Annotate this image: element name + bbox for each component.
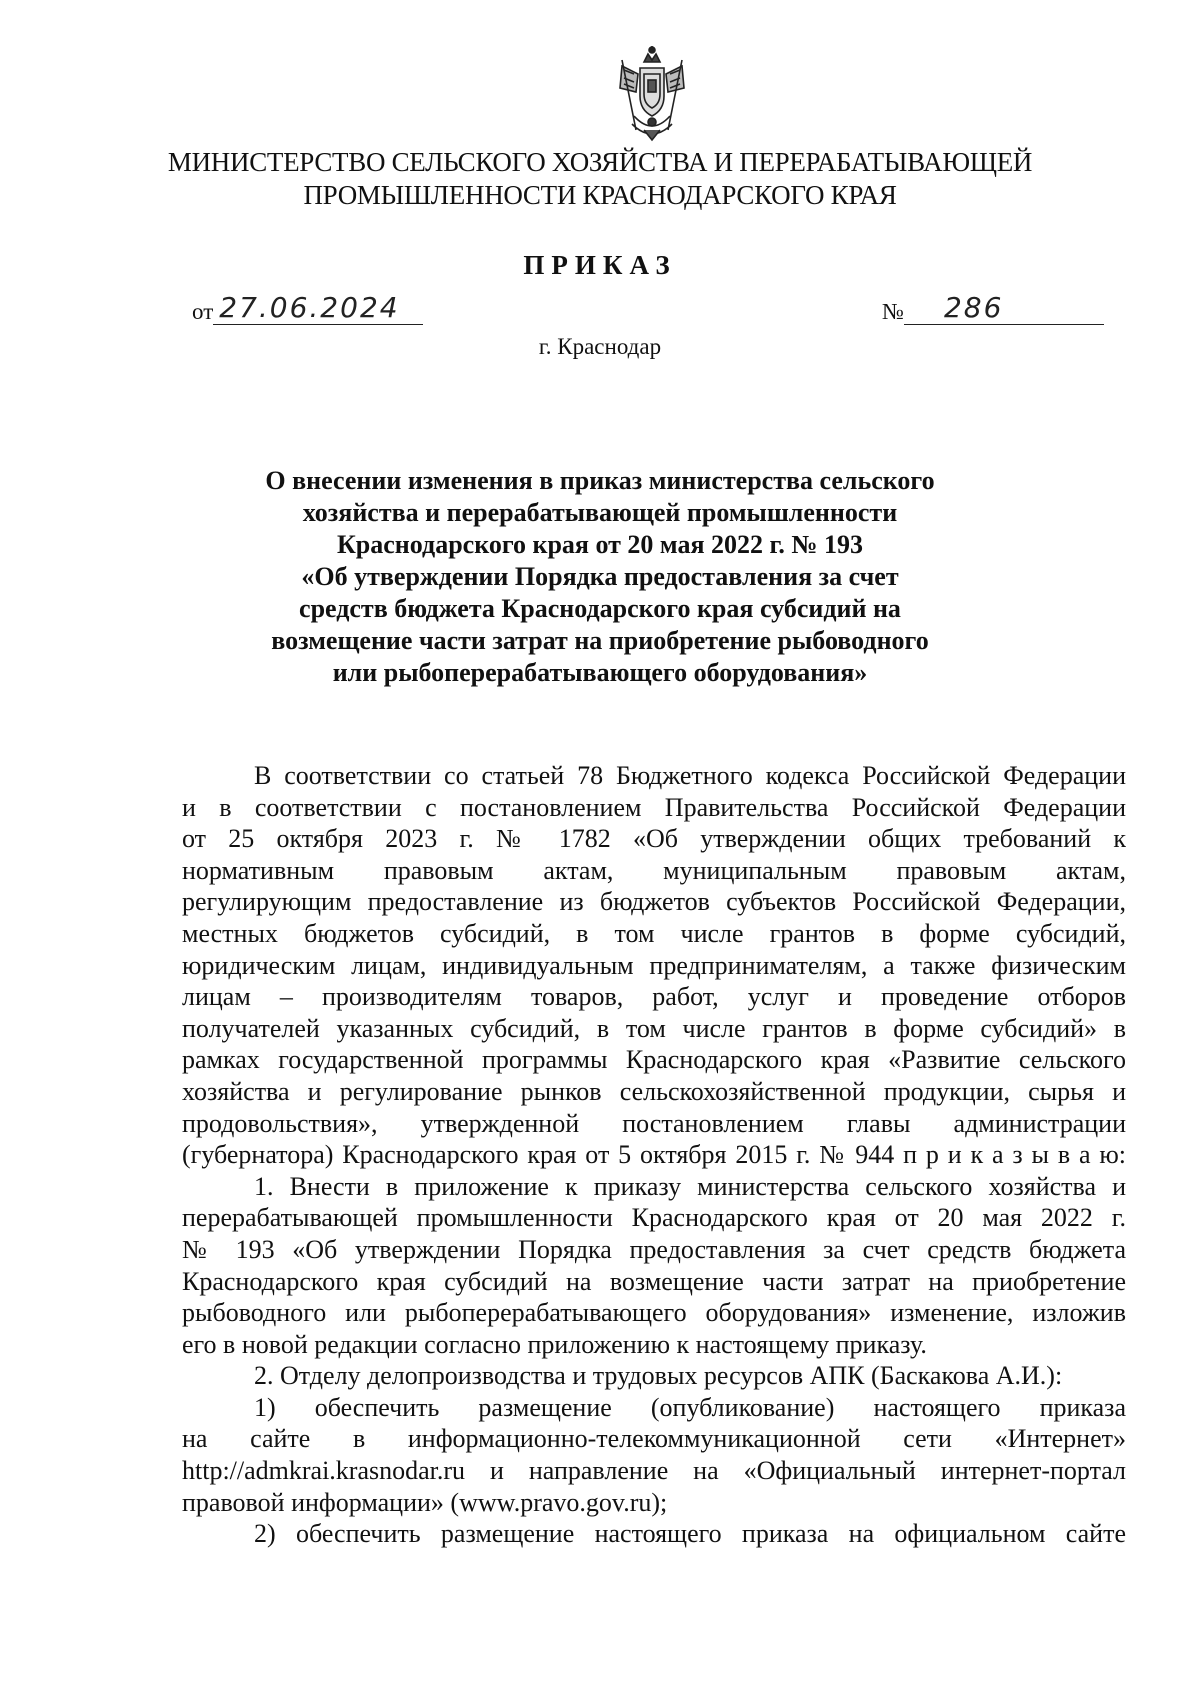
coat-of-arms-emblem: [614, 44, 690, 148]
body-line: 2) обеспечить размещение настоящего приказа на официальном сайте: [254, 1519, 1126, 1549]
number-prefix: №: [882, 299, 904, 324]
body-line: его в новой редакции согласно приложению к настоящему приказу.: [182, 1329, 927, 1359]
body-line: от 25 октября 2023 г. № 1782 «Об утверждении общих требований к: [182, 824, 1126, 854]
body-line: продовольствия», утвержденной постановлением главы администрации: [182, 1108, 1126, 1138]
subject-line: Краснодарского края от 20 мая 2022 г. № 193: [336, 530, 864, 559]
body-line: лицам – производителям товаров, работ, услуг и проведение отборов: [182, 982, 1126, 1012]
body-line: местных бюджетов субсидий, в том числе грантов в форме субсидий,: [182, 918, 1126, 948]
date-prefix: от: [192, 299, 214, 324]
body-line: на сайте в информационно-телекоммуникационной сети «Интернет»: [182, 1424, 1126, 1454]
order-title: ПРИКАЗ: [523, 250, 677, 280]
date-handwritten: 27.06.2024: [219, 291, 400, 324]
body-line: правовой информации» (www.pravo.gov.ru);: [182, 1487, 668, 1517]
body-line: юридическим лицам, индивидуальным предпринимателям, а также физическим: [182, 950, 1126, 980]
ministry-name-line-2: ПРОМЫШЛЕННОСТИ КРАСНОДАРСКОГО КРАЯ: [303, 180, 897, 210]
subject-line: хозяйства и перерабатывающей промышленности: [302, 498, 898, 527]
body-line: рыбоводного или рыбоперерабатывающего оборудования» изменение, изложив: [182, 1298, 1126, 1328]
body-line: регулирующим предоставление из бюджетов субъектов Российской Федерации,: [182, 887, 1126, 917]
body-line: 1. Внести в приложение к приказу министерства сельского хозяйства и: [254, 1171, 1126, 1201]
subject-line: «Об утверждении Порядка предоставления за счет: [301, 562, 899, 591]
order-body: [182, 760, 1126, 1550]
date-field: [213, 291, 423, 325]
body-line: 1) обеспечить размещение (опубликование) настоящего приказа: [254, 1392, 1126, 1422]
body-line: нормативным правовым актам, муниципальным правовым актам,: [182, 855, 1126, 885]
order-subject: [230, 465, 970, 689]
body-line: получателей указанных субсидий, в том числе грантов в форме субсидий» в: [182, 1013, 1126, 1043]
subject-line: или рыбоперерабатывающего оборудования»: [332, 658, 868, 687]
body-line: хозяйства и регулирование рынков сельскохозяйственной продукции, сырья и: [182, 1076, 1126, 1106]
body-line: рамках государственной программы Краснодарского края «Развитие сельского: [182, 1045, 1126, 1075]
body-line: (губернатора) Краснодарского края от 5 октября 2015 г. № 944 п р и к а з ы в а ю:: [182, 1140, 1126, 1170]
subject-line: О внесении изменения в приказ министерства сельского: [265, 466, 935, 495]
body-line: № 193 «Об утверждении Порядка предоставления за счет средств бюджета: [182, 1234, 1126, 1264]
number-field: [904, 291, 1104, 325]
order-date: [192, 291, 423, 325]
body-line: http://admkrai.krasnodar.ru и направление на «Официальный интернет-портал: [182, 1456, 1126, 1486]
ministry-name: [150, 146, 1050, 212]
order-number: [882, 291, 1104, 325]
body-line: 2. Отделу делопроизводства и трудовых ресурсов АПК (Баскакова А.И.):: [254, 1361, 1063, 1391]
body-line: и в соответствии с постановлением Правительства Российской Федерации: [182, 792, 1126, 822]
city: г. Краснодар: [538, 334, 662, 359]
number-handwritten: 286: [943, 291, 1004, 324]
ministry-name-line-1: МИНИСТЕРСТВО СЕЛЬСКОГО ХОЗЯЙСТВА И ПЕРЕРАБАТЫВАЮЩЕЙ: [167, 147, 1033, 177]
body-line: В соответствии со статьей 78 Бюджетного кодекса Российской Федерации: [254, 761, 1126, 790]
body-line: Краснодарского края субсидий на возмещение части затрат на приобретение: [182, 1266, 1126, 1296]
subject-line: средств бюджета Краснодарского края субсидий на: [299, 594, 901, 623]
body-line: перерабатывающей промышленности Краснодарского края от 20 мая 2022 г.: [182, 1203, 1126, 1233]
subject-line: возмещение части затрат на приобретение рыбоводного: [271, 626, 929, 655]
